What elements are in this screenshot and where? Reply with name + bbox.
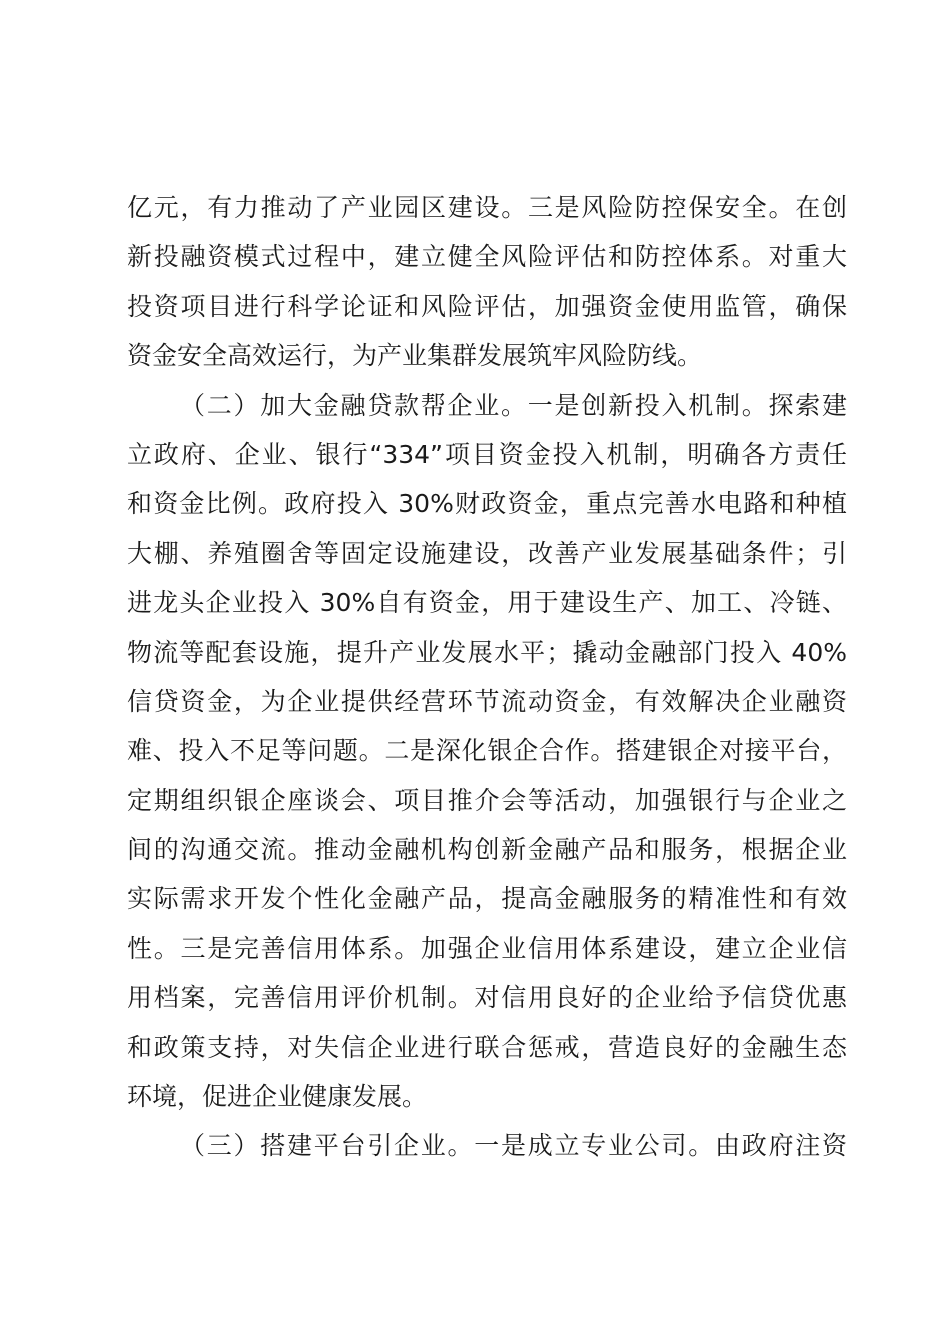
section-heading-line: （三）搭建平台引企业。一是成立专业公司。由政府注资 [180, 1131, 847, 1161]
text-line: 难、投入不足等问题。二是深化银企合作。搭建银企对接平台， [127, 736, 847, 766]
text-line: 投资项目进行科学论证和风险评估，加强资金使用监管，确保 [127, 291, 847, 321]
text-line: 性。三是完善信用体系。加强企业信用体系建设，建立企业信 [127, 933, 847, 963]
text-line: 新投融资模式过程中，建立健全风险评估和防控体系。对重大 [127, 242, 847, 272]
text-line: 大棚、养殖圈舍等固定设施建设，改善产业发展基础条件；引 [127, 538, 847, 568]
text-line: 定期组织银企座谈会、项目推介会等活动，加强银行与企业之 [127, 785, 847, 815]
text-line: 进龙头企业投入 30%自有资金，用于建设生产、加工、冷链、 [127, 588, 847, 618]
text-line: 信贷资金，为企业提供经营环节流动资金，有效解决企业融资 [127, 686, 847, 716]
text-line: 间的沟通交流。推动金融机构创新金融产品和服务，根据企业 [127, 835, 847, 865]
text-line: 物流等配套设施，提升产业发展水平；撬动金融部门投入 40% [127, 637, 847, 667]
text-line: 实际需求开发个性化金融产品，提高金融服务的精准性和有效 [127, 884, 847, 914]
text-line: 用档案，完善信用评价机制。对信用良好的企业给予信贷优惠 [127, 983, 847, 1013]
text-line: 环境，促进企业健康发展。 [127, 1082, 428, 1112]
body-text [127, 183, 847, 1171]
section-heading-line: （二）加大金融贷款帮企业。一是创新投入机制。探索建 [180, 390, 847, 420]
text-line: 和政策支持，对失信企业进行联合惩戒，营造良好的金融生态 [127, 1032, 847, 1062]
text-line: 亿元，有力推动了产业园区建设。三是风险防控保安全。在创 [127, 193, 847, 222]
text-line: 和资金比例。政府投入 30%财政资金，重点完善水电路和种植 [127, 489, 847, 519]
text-line: 立政府、企业、银行“334”项目资金投入机制，明确各方责任 [127, 439, 847, 469]
text-line: 资金安全高效运行，为产业集群发展筑牢风险防线。 [127, 341, 703, 371]
